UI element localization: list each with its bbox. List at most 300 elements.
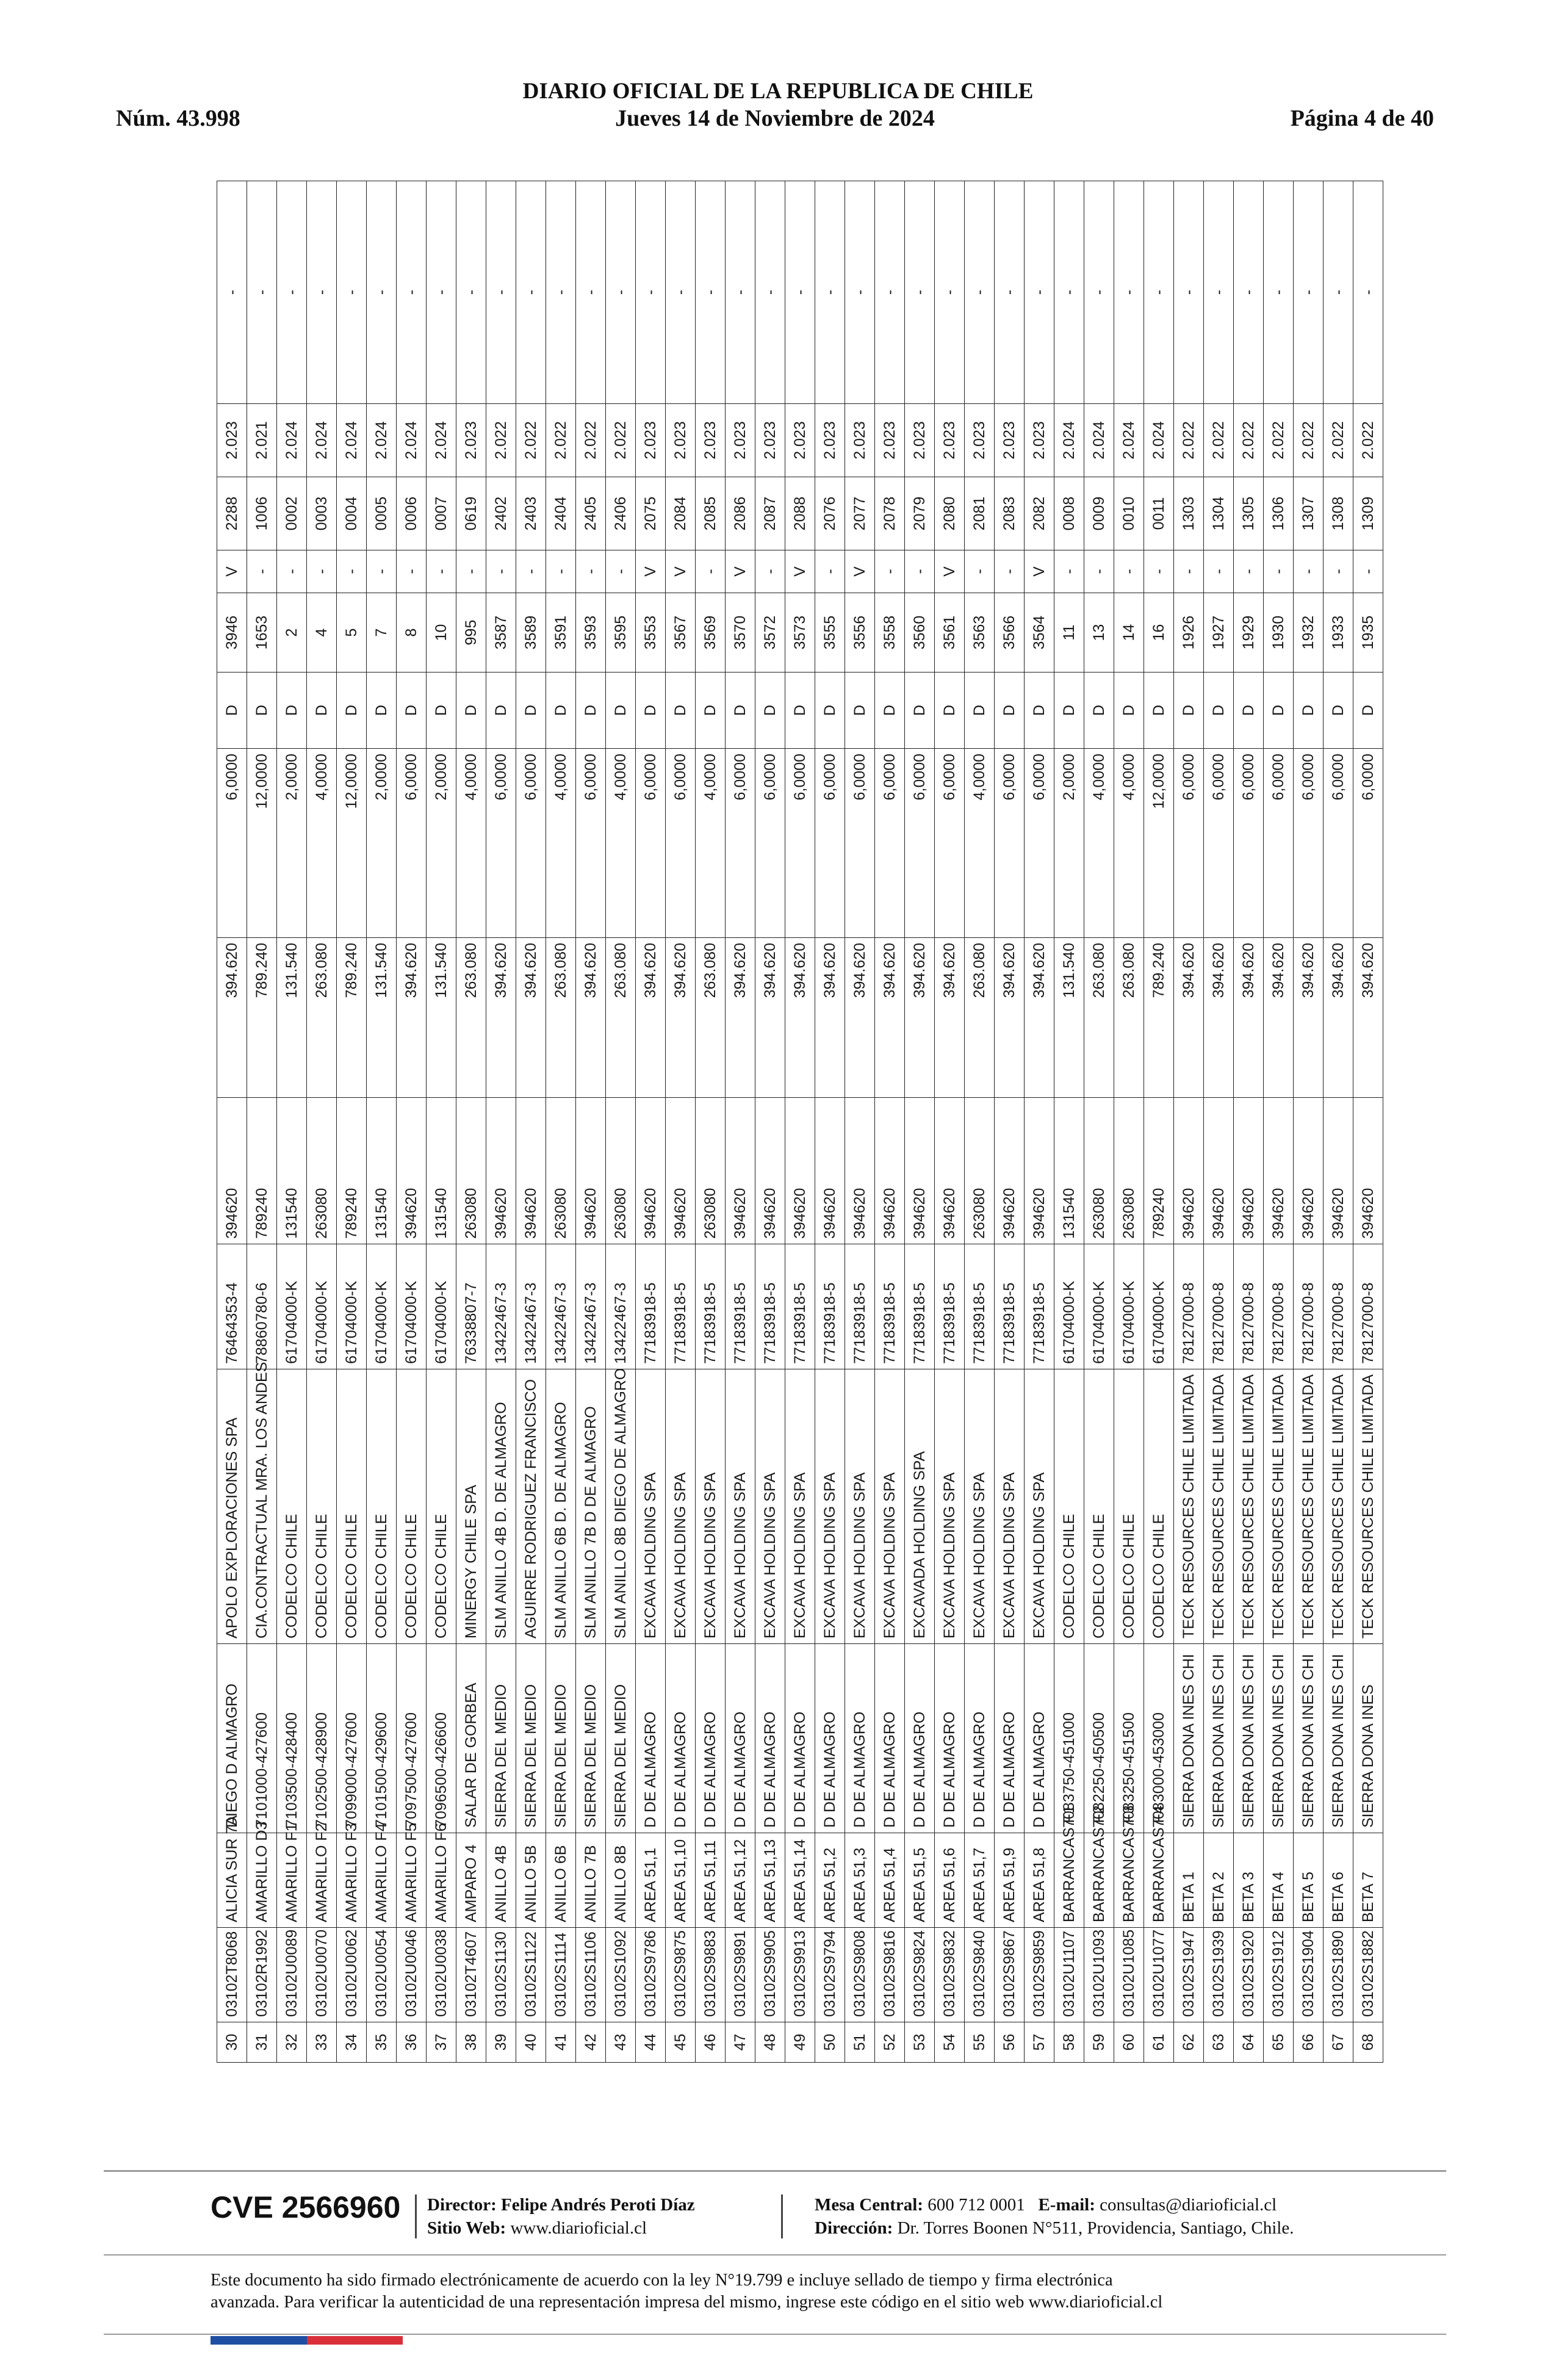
table-cell: 2.022 — [1234, 404, 1264, 477]
table-cell: AMARILLO F6 — [427, 1833, 456, 1928]
table-cell: 1935 — [1353, 593, 1383, 673]
table-cell: 39 — [486, 2022, 516, 2063]
table-cell: 3558 — [875, 593, 905, 673]
table-cell: 43 — [606, 2022, 636, 2063]
table-cell: 03102S1130 — [486, 1928, 516, 2022]
table-cell: 3561 — [935, 593, 965, 673]
table-cell: 5 — [337, 593, 367, 673]
table-cell: 77183918-5 — [905, 1244, 935, 1369]
table-cell: - — [965, 181, 995, 404]
table-cell: BARRANCAS F4 — [1144, 1833, 1174, 1928]
table-cell: 68 — [1353, 2022, 1383, 2063]
table-cell: 52 — [875, 2022, 905, 2063]
table-cell: D DE ALMAGRO — [1025, 1644, 1054, 1833]
table-cell: 6,0000 — [1294, 749, 1324, 938]
table-cell: - — [1353, 550, 1383, 593]
table-cell: 2.023 — [755, 404, 785, 477]
table-cell: 789.240 — [337, 938, 367, 1098]
table-row — [995, 181, 1025, 2063]
table-cell: D — [1144, 673, 1174, 749]
director-label: Director: — [427, 2195, 497, 2215]
table-cell: 0008 — [1054, 477, 1084, 550]
table-cell: APOLO EXPLORACIONES SPA — [217, 1369, 247, 1644]
table-cell: 03102S1939 — [1204, 1928, 1234, 2022]
table-cell: 77183918-5 — [636, 1244, 666, 1369]
table-cell: D — [1025, 673, 1054, 749]
footer-mid-rule — [104, 2254, 1446, 2256]
table-cell: 2 — [277, 593, 307, 673]
table-cell: - — [606, 181, 636, 404]
table-cell: 77183918-5 — [815, 1244, 845, 1369]
table-cell: 7097500-427600 — [397, 1644, 427, 1833]
table-cell: 13422467-3 — [606, 1244, 636, 1369]
table-cell: TECK RESOURCES CHILE LIMITADA — [1264, 1369, 1294, 1644]
table-cell: ANILLO 6B — [546, 1833, 576, 1928]
table-cell: 03102U0070 — [307, 1928, 337, 2022]
table-cell: ANILLO 4B — [486, 1833, 516, 1928]
table-cell: 61704000-K — [307, 1244, 337, 1369]
table-cell: 3556 — [845, 593, 875, 673]
table-cell: 2078 — [875, 477, 905, 550]
table-cell: 36 — [397, 2022, 427, 2063]
table-cell: D — [337, 673, 367, 749]
table-cell: 61 — [1144, 2022, 1174, 2063]
table-cell: TECK RESOURCES CHILE LIMITADA — [1294, 1369, 1324, 1644]
table-row — [1353, 181, 1383, 2063]
table-cell: 2.023 — [1025, 404, 1054, 477]
table-cell: - — [696, 550, 726, 593]
table-cell: SIERRA DONA INES CHI — [1234, 1644, 1264, 1833]
table-cell: EXCAVA HOLDING SPA — [636, 1369, 666, 1644]
table-cell: 11 — [1054, 593, 1084, 673]
table-cell: 394620 — [815, 1098, 845, 1244]
table-cell: 33 — [307, 2022, 337, 2063]
table-cell: 3553 — [636, 593, 666, 673]
address-label: Dirección: — [815, 2218, 893, 2238]
table-cell: 1927 — [1204, 593, 1234, 673]
table-cell: - — [1114, 550, 1144, 593]
table-cell: 263080 — [307, 1098, 337, 1244]
table-cell: 55 — [965, 2022, 995, 2063]
table-cell: AREA 51,9 — [995, 1833, 1025, 1928]
table-cell: D — [456, 673, 486, 749]
table-cell: 6,0000 — [845, 749, 875, 938]
table-cell: 263080 — [696, 1098, 726, 1244]
table-cell: EXCAVA HOLDING SPA — [935, 1369, 965, 1644]
table-cell: 1006 — [247, 477, 277, 550]
table-cell: 2081 — [965, 477, 995, 550]
table-cell: 394620 — [1353, 1098, 1383, 1244]
table-cell: AMARILLO F4 — [367, 1833, 397, 1928]
table-cell: 1926 — [1174, 593, 1204, 673]
web-link[interactable]: www.diarioficial.cl — [510, 2218, 647, 2238]
table-cell: 6,0000 — [1264, 749, 1294, 938]
table-cell: 394620 — [516, 1098, 546, 1244]
table-cell: 4,0000 — [606, 749, 636, 938]
table-cell: 3946 — [217, 593, 247, 673]
table-cell: 61704000-K — [1084, 1244, 1114, 1369]
table-cell: 6,0000 — [576, 749, 606, 938]
table-cell: 1932 — [1294, 593, 1324, 673]
table-cell: 67 — [1324, 2022, 1353, 2063]
table-cell: - — [427, 181, 456, 404]
table-cell: - — [367, 181, 397, 404]
table-cell: CODELCO CHILE — [367, 1369, 397, 1644]
table-cell: 3572 — [755, 593, 785, 673]
table-cell: 77183918-5 — [875, 1244, 905, 1369]
issue-date: Jueves 14 de Noviembre de 2024 — [615, 106, 935, 131]
table-cell: 3555 — [815, 593, 845, 673]
table-cell: 03102S1114 — [546, 1928, 576, 2022]
table-cell: - — [845, 181, 875, 404]
table-cell: D DE ALMAGRO — [965, 1644, 995, 1833]
table-cell: 6,0000 — [217, 749, 247, 938]
table-cell: 1304 — [1204, 477, 1234, 550]
table-cell: 789240 — [247, 1098, 277, 1244]
table-cell: 61704000-K — [1144, 1244, 1174, 1369]
table-cell: D — [1264, 673, 1294, 749]
table-cell: 2077 — [845, 477, 875, 550]
table-cell: CODELCO CHILE — [1114, 1369, 1144, 1644]
table-cell: D — [666, 673, 696, 749]
table-cell: 7083250-451500 — [1114, 1644, 1144, 1833]
table-cell: 0011 — [1144, 477, 1174, 550]
table-cell: 2083 — [995, 477, 1025, 550]
table-cell: 4,0000 — [546, 749, 576, 938]
table-cell: 12,0000 — [247, 749, 277, 938]
table-cell: 6,0000 — [755, 749, 785, 938]
table-cell: 789240 — [337, 1098, 367, 1244]
table-cell: 131.540 — [277, 938, 307, 1098]
table-cell: 394.620 — [636, 938, 666, 1098]
table-cell: 2.023 — [217, 404, 247, 477]
table-cell: 03102T8068 — [217, 1928, 247, 2022]
table-cell: 03102S1912 — [1264, 1928, 1294, 2022]
table-cell: CODELCO CHILE — [337, 1369, 367, 1644]
table-cell: 3595 — [606, 593, 636, 673]
table-cell: 2.024 — [427, 404, 456, 477]
table-cell: BETA 1 — [1174, 1833, 1204, 1928]
table-cell: 2,0000 — [367, 749, 397, 938]
table-cell: 44 — [636, 2022, 666, 2063]
gazette-title: DIARIO OFICIAL DE LA REPUBLICA DE CHILE — [522, 79, 1034, 104]
table-cell: - — [1294, 181, 1324, 404]
table-cell: - — [1264, 181, 1294, 404]
table-cell: D DE ALMAGRO — [636, 1644, 666, 1833]
table-cell: AREA 51,7 — [965, 1833, 995, 1928]
table-cell: SIERRA DONA INES — [1353, 1644, 1383, 1833]
table-cell: 2.023 — [905, 404, 935, 477]
table-cell: TECK RESOURCES CHILE LIMITADA — [1324, 1369, 1353, 1644]
table-row — [307, 181, 337, 2063]
table-cell: 51 — [845, 2022, 875, 2063]
table-cell: 03102U0046 — [397, 1928, 427, 2022]
table-cell: 2.023 — [636, 404, 666, 477]
table-cell: CODELCO CHILE — [277, 1369, 307, 1644]
table-cell: V — [845, 550, 875, 593]
table-cell: D DE ALMAGRO — [755, 1644, 785, 1833]
web-label: Sitio Web: — [427, 2218, 506, 2238]
table-row — [1174, 181, 1204, 2063]
table-cell: 263.080 — [965, 938, 995, 1098]
table-cell: 0619 — [456, 477, 486, 550]
table-cell: 32 — [277, 2022, 307, 2063]
table-cell: - — [307, 550, 337, 593]
table-cell: - — [516, 181, 546, 404]
table-cell: BETA 6 — [1324, 1833, 1353, 1928]
table-row — [1144, 181, 1174, 2063]
table-cell: 263.080 — [456, 938, 486, 1098]
table-cell: 03102S9867 — [995, 1928, 1025, 2022]
table-row — [217, 181, 247, 2063]
table-cell: SLM ANILLO 8B DIEGO DE ALMAGRO — [606, 1369, 636, 1644]
table-cell: SALAR DE GORBEA — [456, 1644, 486, 1833]
table-cell: CIA.CONTRACTUAL MRA. LOS ANDES — [247, 1369, 277, 1644]
table-cell: - — [815, 550, 845, 593]
table-cell: 394620 — [935, 1098, 965, 1244]
table-cell: D — [1114, 673, 1144, 749]
table-cell: 03102S9832 — [935, 1928, 965, 2022]
table-row — [636, 181, 666, 2063]
table-cell: D DE ALMAGRO — [696, 1644, 726, 1833]
table-cell: 2.022 — [1264, 404, 1294, 477]
table-cell: 394620 — [905, 1098, 935, 1244]
table-cell: AREA 51,12 — [726, 1833, 755, 1928]
table-cell: 3591 — [546, 593, 576, 673]
table-cell: EXCAVADA HOLDING SPA — [905, 1369, 935, 1644]
table-cell: 263.080 — [307, 938, 337, 1098]
table-cell: 77183918-5 — [845, 1244, 875, 1369]
table-row — [516, 181, 546, 2063]
table-cell: D DE ALMAGRO — [815, 1644, 845, 1833]
table-cell: 30 — [217, 2022, 247, 2063]
table-cell: BETA 4 — [1264, 1833, 1294, 1928]
table-cell: - — [606, 550, 636, 593]
table-cell: - — [1353, 181, 1383, 404]
table-cell: SIERRA DONA INES CHI — [1264, 1644, 1294, 1833]
table-cell: 03102U0062 — [337, 1928, 367, 2022]
page-indicator: Página 4 de 40 — [1290, 106, 1434, 131]
table-cell: - — [875, 181, 905, 404]
table-cell: 394.620 — [845, 938, 875, 1098]
table-cell: 77183918-5 — [935, 1244, 965, 1369]
table-cell: 2.022 — [606, 404, 636, 477]
table-cell: - — [905, 181, 935, 404]
table-cell: 77183918-5 — [1025, 1244, 1054, 1369]
table-cell: 2.023 — [995, 404, 1025, 477]
table-cell: 2080 — [935, 477, 965, 550]
table-cell: 12,0000 — [1144, 749, 1174, 938]
table-cell: 03102S9794 — [815, 1928, 845, 2022]
table-cell: TECK RESOURCES CHILE LIMITADA — [1174, 1369, 1204, 1644]
table-cell: 0004 — [337, 477, 367, 550]
table-cell: 394.620 — [815, 938, 845, 1098]
table-cell: 394620 — [755, 1098, 785, 1244]
table-cell: 2404 — [546, 477, 576, 550]
table-cell: 54 — [935, 2022, 965, 2063]
table-cell: V — [217, 550, 247, 593]
table-cell: 37 — [427, 2022, 456, 2063]
table-cell: D — [1324, 673, 1353, 749]
table-cell: 263.080 — [606, 938, 636, 1098]
table-cell: 03102U1093 — [1084, 1928, 1114, 2022]
table-cell: 394620 — [995, 1098, 1025, 1244]
table-cell: 394620 — [845, 1098, 875, 1244]
table-cell: AREA 51,11 — [696, 1833, 726, 1928]
table-cell: 6,0000 — [1025, 749, 1054, 938]
table-cell: D — [1174, 673, 1204, 749]
table-cell: 131540 — [367, 1098, 397, 1244]
table-cell: 2.023 — [726, 404, 755, 477]
table-cell: 3573 — [785, 593, 815, 673]
table-cell: 0006 — [397, 477, 427, 550]
table-cell: 62 — [1174, 2022, 1204, 2063]
table-cell: SIERRA DEL MEDIO — [546, 1644, 576, 1833]
table-cell: - — [875, 550, 905, 593]
flag-stripe-red — [307, 2336, 403, 2345]
table-cell: EXCAVA HOLDING SPA — [726, 1369, 755, 1644]
table-row — [1264, 181, 1294, 2063]
table-cell: BARRANCAS F3 — [1114, 1833, 1144, 1928]
table-cell: 131.540 — [1054, 938, 1084, 1098]
table-cell: 78127000-8 — [1204, 1244, 1234, 1369]
table-row — [785, 181, 815, 2063]
table-cell: V — [1025, 550, 1054, 593]
table-cell: SIERRA DONA INES CHI — [1174, 1644, 1204, 1833]
table-cell: 7101500-429600 — [367, 1644, 397, 1833]
table-cell: 2.024 — [1054, 404, 1084, 477]
table-cell: - — [247, 181, 277, 404]
table-cell: 0005 — [367, 477, 397, 550]
table-cell: 394.620 — [1204, 938, 1234, 1098]
table-cell: AREA 51,8 — [1025, 1833, 1054, 1928]
table-cell: 2.024 — [397, 404, 427, 477]
table-cell: 76464353-4 — [217, 1244, 247, 1369]
table-cell: 2087 — [755, 477, 785, 550]
table-cell: 394.620 — [1025, 938, 1054, 1098]
table-cell: 3563 — [965, 593, 995, 673]
table-cell: D — [217, 673, 247, 749]
table-cell: - — [755, 550, 785, 593]
table-cell: - — [427, 550, 456, 593]
table-cell: D — [486, 673, 516, 749]
table-cell: - — [1054, 181, 1084, 404]
table-cell: 263080 — [546, 1098, 576, 1244]
table-cell: 394.620 — [755, 938, 785, 1098]
table-cell: SIERRA DONA INES CHI — [1324, 1644, 1353, 1833]
table-cell: 13422467-3 — [546, 1244, 576, 1369]
table-cell: D — [905, 673, 935, 749]
table-cell: 1307 — [1294, 477, 1324, 550]
table-cell: V — [935, 550, 965, 593]
table-cell: 61704000-K — [1114, 1244, 1144, 1369]
table-row — [1294, 181, 1324, 2063]
table-cell: - — [905, 550, 935, 593]
table-cell: 2.022 — [546, 404, 576, 477]
table-cell: 394620 — [666, 1098, 696, 1244]
table-cell: 394620 — [875, 1098, 905, 1244]
table-cell: 6,0000 — [636, 749, 666, 938]
table-cell: AREA 51,6 — [935, 1833, 965, 1928]
table-row — [456, 181, 486, 2063]
email-link[interactable]: consultas@diarioficial.cl — [1100, 2195, 1277, 2215]
table-row — [606, 181, 636, 2063]
table-cell: - — [456, 550, 486, 593]
table-cell: SLM ANILLO 7B D DE ALMAGRO — [576, 1369, 606, 1644]
table-cell: - — [307, 181, 337, 404]
table-cell: 2.023 — [935, 404, 965, 477]
table-cell: - — [636, 181, 666, 404]
table-cell: 2079 — [905, 477, 935, 550]
table-cell: 03102U1077 — [1144, 1928, 1174, 2022]
table-cell: D DE ALMAGRO — [905, 1644, 935, 1833]
table-cell: 42 — [576, 2022, 606, 2063]
table-cell: DIEGO D ALMAGRO — [217, 1644, 247, 1833]
table-cell: D — [935, 673, 965, 749]
table-cell: 57 — [1025, 2022, 1054, 2063]
table-cell: - — [397, 181, 427, 404]
table-cell: SIERRA DEL MEDIO — [486, 1644, 516, 1833]
table-cell: 394.620 — [1174, 938, 1204, 1098]
table-cell: 76338807-7 — [456, 1244, 486, 1369]
table-cell: EXCAVA HOLDING SPA — [965, 1369, 995, 1644]
table-cell: 03102U1085 — [1114, 1928, 1144, 2022]
table-cell: D — [307, 673, 337, 749]
table-cell: 3570 — [726, 593, 755, 673]
table-cell: 03102S1947 — [1174, 1928, 1204, 2022]
table-cell: 394620 — [1294, 1098, 1324, 1244]
table-cell: 13 — [1084, 593, 1114, 673]
table-row — [486, 181, 516, 2063]
table-row — [367, 181, 397, 2063]
table-cell: V — [636, 550, 666, 593]
mesa-value: 600 712 0001 — [927, 2195, 1025, 2215]
table-cell: - — [726, 181, 755, 404]
table-cell: 1306 — [1264, 477, 1294, 550]
table-cell: 49 — [785, 2022, 815, 2063]
table-cell: 2084 — [666, 477, 696, 550]
table-cell: 7096500-426600 — [427, 1644, 456, 1833]
table-cell: V — [726, 550, 755, 593]
table-cell: D — [995, 673, 1025, 749]
table-row — [546, 181, 576, 2063]
table-cell: 6,0000 — [726, 749, 755, 938]
table-cell: 6,0000 — [666, 749, 696, 938]
table-cell: AREA 51,13 — [755, 1833, 785, 1928]
table-cell: 394.620 — [397, 938, 427, 1098]
table-cell: 61704000-K — [1054, 1244, 1084, 1369]
table-cell: D — [1234, 673, 1264, 749]
table-cell: 3593 — [576, 593, 606, 673]
table-row — [247, 181, 277, 2063]
table-cell: D — [636, 673, 666, 749]
table-row — [1084, 181, 1114, 2063]
table-cell: 77183918-5 — [785, 1244, 815, 1369]
table-cell: 394.620 — [785, 938, 815, 1098]
table-cell: 78127000-8 — [1234, 1244, 1264, 1369]
table-cell: 03102S9816 — [875, 1928, 905, 2022]
table-cell: 3587 — [486, 593, 516, 673]
table-cell: 66 — [1294, 2022, 1324, 2063]
table-cell: - — [367, 550, 397, 593]
table-cell: 131540 — [427, 1098, 456, 1244]
table-cell: 77183918-5 — [726, 1244, 755, 1369]
table-cell: D — [1353, 673, 1383, 749]
table-cell: 2088 — [785, 477, 815, 550]
table-cell: 6,0000 — [1324, 749, 1353, 938]
table-cell: - — [1054, 550, 1084, 593]
table-cell: 34 — [337, 2022, 367, 2063]
